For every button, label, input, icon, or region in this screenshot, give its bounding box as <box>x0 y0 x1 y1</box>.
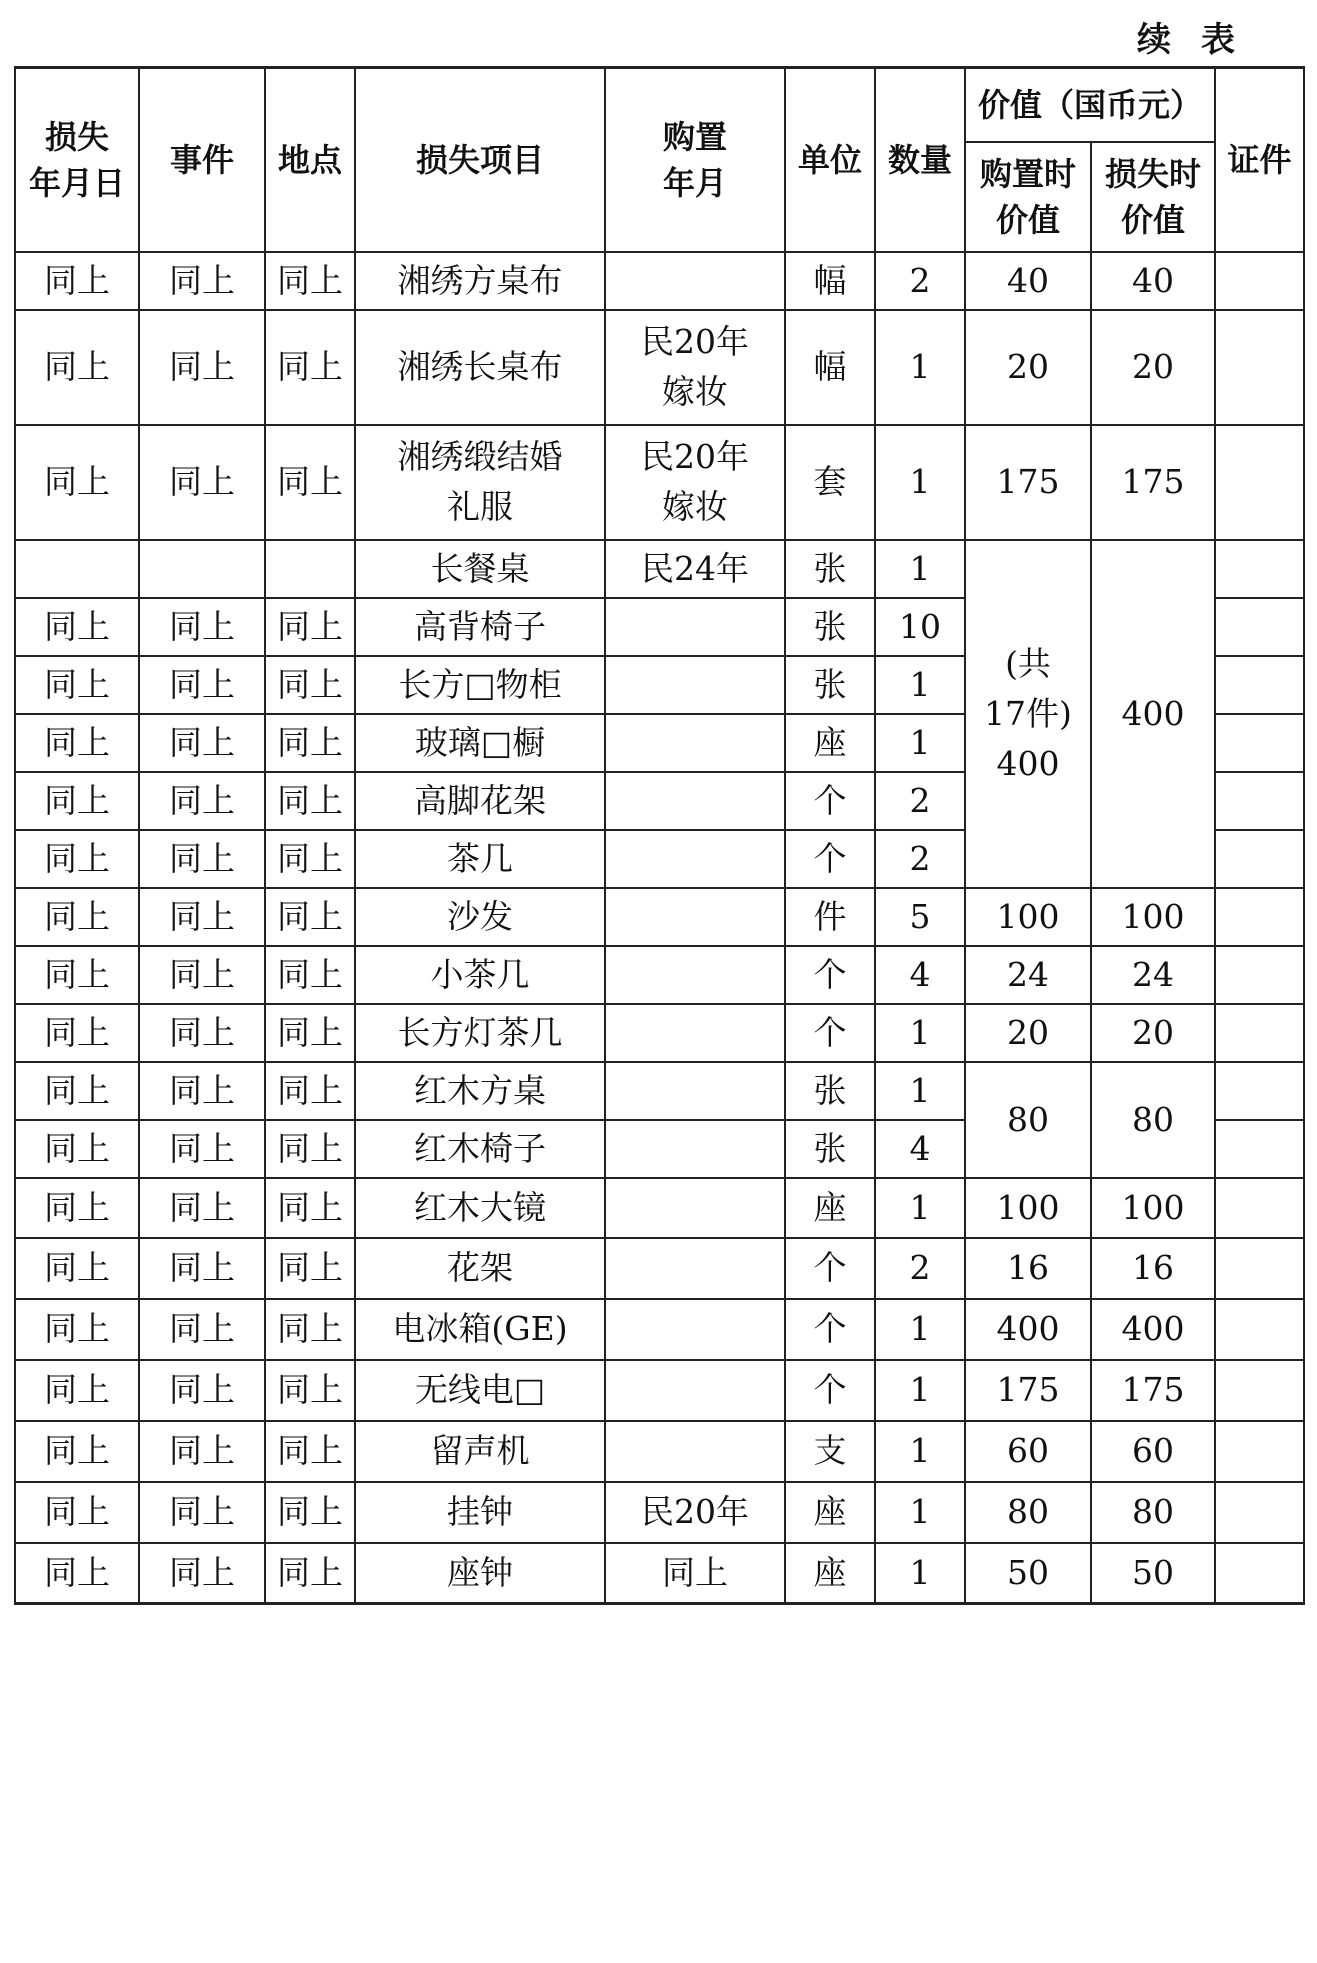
cell-date: 同上 <box>15 1482 139 1543</box>
header-date: 损失 年月日 <box>15 68 139 252</box>
cell-quantity: 2 <box>875 772 965 830</box>
header-place: 地点 <box>265 68 355 252</box>
cell-item: 茶几 <box>355 830 605 888</box>
cell-value-purchase: (共 17件) 400 <box>965 540 1091 888</box>
table-row <box>15 425 1304 540</box>
loss-table <box>14 66 1305 1605</box>
cell-event <box>139 540 265 598</box>
cell-item: 无线电□ <box>355 1360 605 1421</box>
cell-value-purchase: 175 <box>965 1360 1091 1421</box>
cell-certificate <box>1215 540 1304 598</box>
cell-unit: 座 <box>785 1178 875 1238</box>
cell-place: 同上 <box>265 1360 355 1421</box>
cell-value-loss: 100 <box>1091 1178 1215 1238</box>
cell-quantity: 1 <box>875 310 965 425</box>
cell-purchase-date <box>605 1360 785 1421</box>
cell-item: 长方灯茶几 <box>355 1004 605 1062</box>
cell-quantity: 10 <box>875 598 965 656</box>
cell-certificate <box>1215 1178 1304 1238</box>
cell-value-loss: 20 <box>1091 1004 1215 1062</box>
cell-value-purchase: 100 <box>965 888 1091 946</box>
cell-place: 同上 <box>265 1482 355 1543</box>
cell-unit: 个 <box>785 1004 875 1062</box>
table-row <box>15 540 1304 598</box>
cell-value-purchase: 400 <box>965 1299 1091 1360</box>
cell-unit: 幅 <box>785 252 875 310</box>
cell-unit: 张 <box>785 540 875 598</box>
header-value-loss: 损失时 价值 <box>1091 142 1215 252</box>
cell-item: 小茶几 <box>355 946 605 1004</box>
cell-date: 同上 <box>15 714 139 772</box>
cell-item: 挂钟 <box>355 1482 605 1543</box>
cell-value-purchase: 16 <box>965 1238 1091 1299</box>
cell-item: 玻璃□橱 <box>355 714 605 772</box>
cell-place: 同上 <box>265 830 355 888</box>
cell-quantity: 1 <box>875 1178 965 1238</box>
header-certificate: 证件 <box>1215 68 1304 252</box>
cell-date <box>15 540 139 598</box>
cell-item: 电冰箱(GE) <box>355 1299 605 1360</box>
cell-value-loss: 16 <box>1091 1238 1215 1299</box>
cell-purchase-date <box>605 1238 785 1299</box>
cell-item: 高脚花架 <box>355 772 605 830</box>
cell-unit: 个 <box>785 1238 875 1299</box>
cell-date: 同上 <box>15 310 139 425</box>
header-event: 事件 <box>139 68 265 252</box>
header-unit: 单位 <box>785 68 875 252</box>
cell-quantity: 2 <box>875 252 965 310</box>
cell-value-loss: 175 <box>1091 425 1215 540</box>
cell-unit: 幅 <box>785 310 875 425</box>
cell-value-loss: 400 <box>1091 1299 1215 1360</box>
table-row <box>15 1421 1304 1482</box>
cell-certificate <box>1215 1238 1304 1299</box>
cell-value-loss: 175 <box>1091 1360 1215 1421</box>
cell-event: 同上 <box>139 252 265 310</box>
cell-purchase-date <box>605 1120 785 1178</box>
cell-unit: 个 <box>785 1360 875 1421</box>
cell-unit: 张 <box>785 598 875 656</box>
cell-unit: 张 <box>785 1120 875 1178</box>
cell-place: 同上 <box>265 598 355 656</box>
cell-purchase-date <box>605 772 785 830</box>
cell-value-loss: 400 <box>1091 540 1215 888</box>
cell-event: 同上 <box>139 1543 265 1604</box>
cell-certificate <box>1215 1482 1304 1543</box>
table-row <box>15 946 1304 1004</box>
cell-value-purchase: 175 <box>965 425 1091 540</box>
cell-place: 同上 <box>265 772 355 830</box>
cell-event: 同上 <box>139 1299 265 1360</box>
cell-certificate <box>1215 946 1304 1004</box>
cell-event: 同上 <box>139 888 265 946</box>
cell-date: 同上 <box>15 1543 139 1604</box>
cell-place: 同上 <box>265 1543 355 1604</box>
cell-certificate <box>1215 656 1304 714</box>
cell-item: 红木大镜 <box>355 1178 605 1238</box>
cell-place: 同上 <box>265 1238 355 1299</box>
cell-value-loss: 100 <box>1091 888 1215 946</box>
cell-place: 同上 <box>265 1004 355 1062</box>
cell-date: 同上 <box>15 1360 139 1421</box>
cell-date: 同上 <box>15 425 139 540</box>
table-row <box>15 1360 1304 1421</box>
cell-purchase-date <box>605 1004 785 1062</box>
cell-quantity: 1 <box>875 540 965 598</box>
cell-value-purchase: 24 <box>965 946 1091 1004</box>
cell-certificate <box>1215 1120 1304 1178</box>
cell-purchase-date: 民20年 嫁妆 <box>605 425 785 540</box>
table-row <box>15 310 1304 425</box>
cell-purchase-date: 同上 <box>605 1543 785 1604</box>
cell-item: 湘绣缎结婚 礼服 <box>355 425 605 540</box>
cell-quantity: 1 <box>875 1360 965 1421</box>
cell-place: 同上 <box>265 1299 355 1360</box>
cell-unit: 座 <box>785 714 875 772</box>
cell-item: 红木方桌 <box>355 1062 605 1120</box>
cell-unit: 件 <box>785 888 875 946</box>
cell-date: 同上 <box>15 1120 139 1178</box>
cell-event: 同上 <box>139 1238 265 1299</box>
table-row <box>15 1482 1304 1543</box>
cell-purchase-date <box>605 1299 785 1360</box>
cell-quantity: 4 <box>875 946 965 1004</box>
cell-unit: 座 <box>785 1543 875 1604</box>
cell-event: 同上 <box>139 1178 265 1238</box>
cell-certificate <box>1215 888 1304 946</box>
cell-certificate <box>1215 1299 1304 1360</box>
cell-quantity: 1 <box>875 1543 965 1604</box>
cell-event: 同上 <box>139 1421 265 1482</box>
header-purchase-date: 购置 年月 <box>605 68 785 252</box>
cell-date: 同上 <box>15 888 139 946</box>
cell-date: 同上 <box>15 598 139 656</box>
cell-place: 同上 <box>265 310 355 425</box>
cell-certificate <box>1215 772 1304 830</box>
cell-value-purchase: 20 <box>965 1004 1091 1062</box>
cell-purchase-date: 民20年 嫁妆 <box>605 310 785 425</box>
cell-place: 同上 <box>265 714 355 772</box>
cell-purchase-date <box>605 714 785 772</box>
cell-value-purchase: 50 <box>965 1543 1091 1604</box>
cell-item: 长方□物柜 <box>355 656 605 714</box>
cell-certificate <box>1215 1062 1304 1120</box>
cell-item: 高背椅子 <box>355 598 605 656</box>
table-row <box>15 1238 1304 1299</box>
cell-certificate <box>1215 252 1304 310</box>
table-row <box>15 1178 1304 1238</box>
cell-unit: 支 <box>785 1421 875 1482</box>
cell-date: 同上 <box>15 1178 139 1238</box>
cell-event: 同上 <box>139 946 265 1004</box>
cell-event: 同上 <box>139 830 265 888</box>
cell-item: 座钟 <box>355 1543 605 1604</box>
cell-quantity: 1 <box>875 1062 965 1120</box>
cell-purchase-date: 民20年 <box>605 1482 785 1543</box>
table-row <box>15 888 1304 946</box>
cell-purchase-date <box>605 888 785 946</box>
cell-unit: 个 <box>785 1299 875 1360</box>
cell-date: 同上 <box>15 1299 139 1360</box>
cell-date: 同上 <box>15 772 139 830</box>
cell-item: 留声机 <box>355 1421 605 1482</box>
continued-label: 续表 <box>1137 20 1265 60</box>
header-item: 损失项目 <box>355 68 605 252</box>
cell-value-loss: 80 <box>1091 1482 1215 1543</box>
cell-value-purchase: 100 <box>965 1178 1091 1238</box>
cell-place: 同上 <box>265 425 355 540</box>
cell-item: 红木椅子 <box>355 1120 605 1178</box>
cell-quantity: 1 <box>875 1421 965 1482</box>
cell-purchase-date <box>605 946 785 1004</box>
cell-unit: 座 <box>785 1482 875 1543</box>
cell-value-loss: 20 <box>1091 310 1215 425</box>
cell-item: 花架 <box>355 1238 605 1299</box>
cell-date: 同上 <box>15 830 139 888</box>
cell-quantity: 1 <box>875 1004 965 1062</box>
cell-purchase-date <box>605 1178 785 1238</box>
cell-value-purchase: 80 <box>965 1482 1091 1543</box>
cell-value-loss: 24 <box>1091 946 1215 1004</box>
cell-event: 同上 <box>139 772 265 830</box>
cell-event: 同上 <box>139 310 265 425</box>
table-row <box>15 1543 1304 1604</box>
cell-quantity: 5 <box>875 888 965 946</box>
cell-purchase-date <box>605 656 785 714</box>
cell-place: 同上 <box>265 1062 355 1120</box>
cell-certificate <box>1215 714 1304 772</box>
cell-date: 同上 <box>15 946 139 1004</box>
cell-purchase-date <box>605 598 785 656</box>
cell-unit: 张 <box>785 1062 875 1120</box>
cell-date: 同上 <box>15 1004 139 1062</box>
cell-value-purchase: 80 <box>965 1062 1091 1178</box>
cell-value-loss: 40 <box>1091 252 1215 310</box>
cell-event: 同上 <box>139 1004 265 1062</box>
cell-place: 同上 <box>265 1120 355 1178</box>
cell-event: 同上 <box>139 1120 265 1178</box>
cell-purchase-date: 民24年 <box>605 540 785 598</box>
cell-unit: 个 <box>785 772 875 830</box>
cell-unit: 个 <box>785 830 875 888</box>
cell-item: 湘绣长桌布 <box>355 310 605 425</box>
cell-unit: 个 <box>785 946 875 1004</box>
cell-certificate <box>1215 1004 1304 1062</box>
cell-item: 沙发 <box>355 888 605 946</box>
cell-certificate <box>1215 1543 1304 1604</box>
cell-quantity: 1 <box>875 1482 965 1543</box>
cell-item: 长餐桌 <box>355 540 605 598</box>
cell-quantity: 1 <box>875 714 965 772</box>
cell-purchase-date <box>605 1062 785 1120</box>
cell-date: 同上 <box>15 656 139 714</box>
table-row <box>15 1062 1304 1120</box>
cell-date: 同上 <box>15 1238 139 1299</box>
cell-certificate <box>1215 1421 1304 1482</box>
cell-place <box>265 540 355 598</box>
cell-quantity: 1 <box>875 1299 965 1360</box>
header-quantity: 数量 <box>875 68 965 252</box>
cell-event: 同上 <box>139 425 265 540</box>
cell-item: 湘绣方桌布 <box>355 252 605 310</box>
cell-value-loss: 80 <box>1091 1062 1215 1178</box>
cell-event: 同上 <box>139 714 265 772</box>
cell-event: 同上 <box>139 598 265 656</box>
table-row <box>15 252 1304 310</box>
cell-value-purchase: 20 <box>965 310 1091 425</box>
header-value-purchase: 购置时 价值 <box>965 142 1091 252</box>
cell-quantity: 1 <box>875 656 965 714</box>
header-value-group: 价值（国币元） <box>965 68 1215 142</box>
cell-certificate <box>1215 310 1304 425</box>
table-row <box>15 1299 1304 1360</box>
cell-quantity: 4 <box>875 1120 965 1178</box>
cell-event: 同上 <box>139 656 265 714</box>
cell-value-loss: 60 <box>1091 1421 1215 1482</box>
cell-date: 同上 <box>15 1421 139 1482</box>
cell-certificate <box>1215 598 1304 656</box>
cell-certificate <box>1215 830 1304 888</box>
cell-event: 同上 <box>139 1360 265 1421</box>
cell-place: 同上 <box>265 888 355 946</box>
cell-place: 同上 <box>265 252 355 310</box>
table-body <box>15 252 1304 1604</box>
cell-value-purchase: 40 <box>965 252 1091 310</box>
cell-event: 同上 <box>139 1482 265 1543</box>
cell-certificate <box>1215 425 1304 540</box>
cell-value-loss: 50 <box>1091 1543 1215 1604</box>
cell-value-purchase: 60 <box>965 1421 1091 1482</box>
cell-date: 同上 <box>15 252 139 310</box>
cell-purchase-date <box>605 1421 785 1482</box>
cell-unit: 张 <box>785 656 875 714</box>
cell-purchase-date <box>605 252 785 310</box>
cell-place: 同上 <box>265 656 355 714</box>
cell-certificate <box>1215 1360 1304 1421</box>
cell-quantity: 2 <box>875 830 965 888</box>
table-row <box>15 1004 1304 1062</box>
cell-date: 同上 <box>15 1062 139 1120</box>
cell-quantity: 2 <box>875 1238 965 1299</box>
cell-quantity: 1 <box>875 425 965 540</box>
cell-purchase-date <box>605 830 785 888</box>
cell-place: 同上 <box>265 1421 355 1482</box>
cell-place: 同上 <box>265 946 355 1004</box>
cell-unit: 套 <box>785 425 875 540</box>
cell-place: 同上 <box>265 1178 355 1238</box>
cell-event: 同上 <box>139 1062 265 1120</box>
